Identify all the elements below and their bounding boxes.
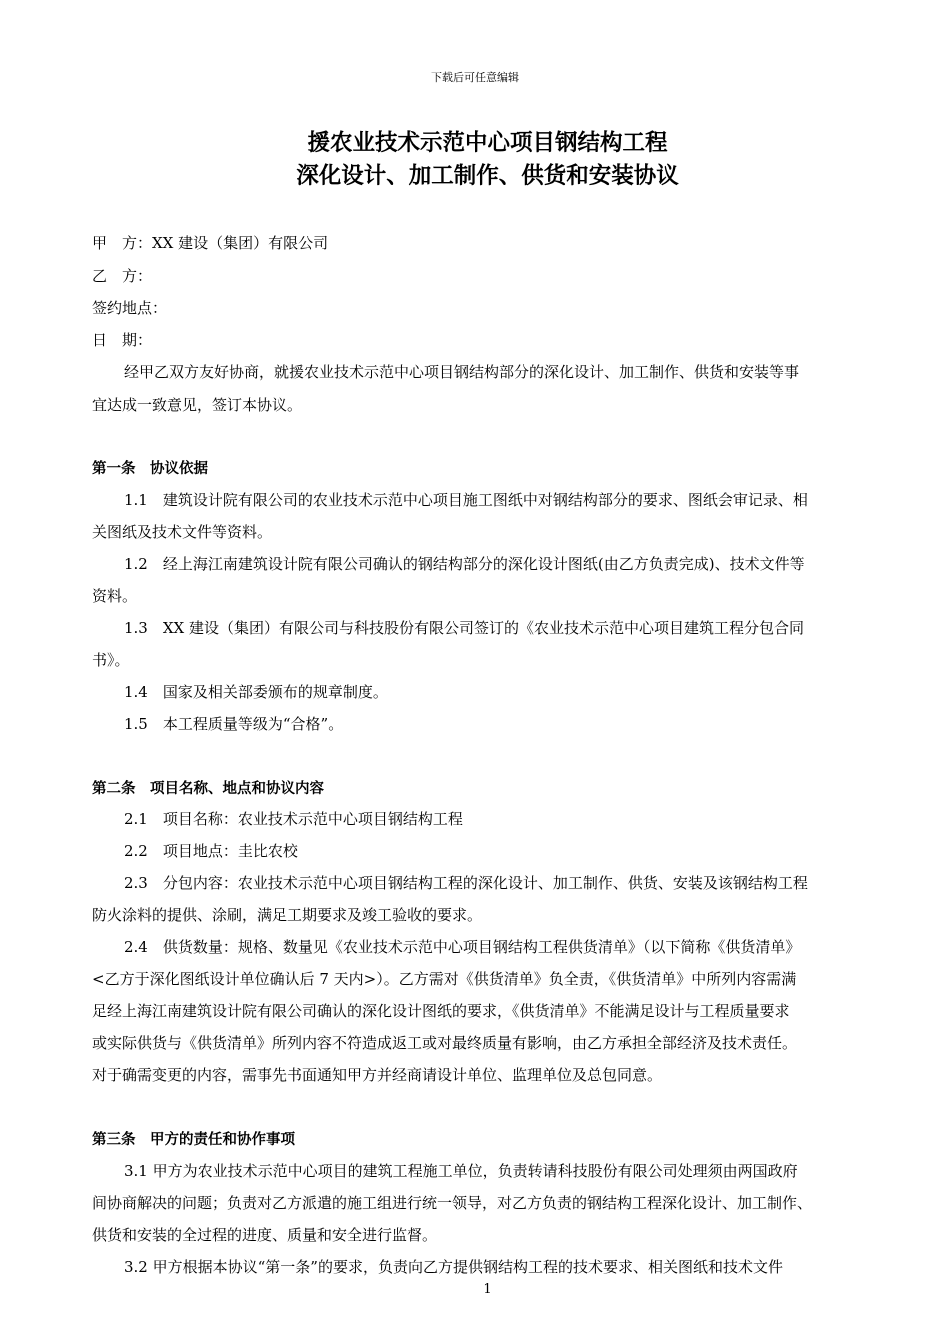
intro-line: 经甲乙双方友好协商，就援农业技术示范中心项目钢结构部分的深化设计、加工制作、供货和安装等事 (124, 363, 800, 381)
article-2-line: 2.3 分包内容：农业技术示范中心项目钢结构工程的深化设计、加工制作、供货、安装及该钢结构工程 (124, 874, 808, 892)
article-1-line: 1.1 建筑设计院有限公司的农业技术示范中心项目施工图纸中对钢结构部分的要求、图纸会审记录、相 (124, 491, 808, 509)
article-3-line: 供货和安装的全过程的进度、质量和安全进行监督。 (92, 1226, 438, 1244)
article-1-line: 1.2 经上海江南建筑设计院有限公司确认的钢结构部分的深化设计图纸(由乙方负责完成)、技术文件等 (124, 555, 805, 573)
article-2-line: 防火涂料的提供、涂刷，满足工期要求及竣工验收的要求。 (92, 906, 483, 924)
article-2-line: 2.2 项目地点：圭比农校 (124, 842, 298, 860)
article-3-line: 3.2 甲方根据本协议“第一条”的要求，负责向乙方提供钢结构工程的技术要求、相关图纸和技术文件 (124, 1258, 783, 1276)
article-1-line: 1.4 国家及相关部委颁布的规章制度。 (124, 683, 388, 701)
article-2-line: 对于确需变更的内容，需事先书面通知甲方并经商请设计单位、监理单位及总包同意。 (92, 1066, 663, 1084)
article-2-heading: 第二条 项目名称、地点和协议内容 (92, 781, 324, 797)
page-number: 1 (483, 1282, 492, 1297)
article-2-line: 2.1 项目名称：农业技术示范中心项目钢结构工程 (124, 810, 463, 828)
document-title (0, 127, 950, 193)
article-1-line: 1.3 XX 建设（集团）有限公司与科技股份有限公司签订的《农业技术示范中心项目建筑工程分包合同 (124, 619, 804, 637)
article-2-line: <乙方于深化图纸设计单位确认后 7 天内>）。乙方需对《供货清单》负全责，《供货清单》中所列内容需满 (92, 970, 797, 988)
signing-place: 签约地点： (92, 299, 168, 317)
page-header: 下载后可任意编辑 (431, 71, 519, 84)
title-line-1: 援农业技术示范中心项目钢结构工程 (307, 130, 668, 156)
article-1-heading: 第一条 协议依据 (92, 461, 208, 477)
article-2-line: 或实际供货与《供货清单》所列内容不符造成返工或对最终质量有影响，由乙方承担全部经济及技术责任。 (92, 1034, 798, 1052)
article-1-line: 1.5 本工程质量等级为“合格”。 (124, 715, 344, 733)
article-2-line: 2.4 供货数量：规格、数量见《农业技术示范中心项目钢结构工程供货清单》（以下简称《供货清单》 (124, 938, 801, 956)
article-3-line: 3.1 甲方为农业技术示范中心项目的建筑工程施工单位，负责转请科技股份有限公司处理须由两国政府 (124, 1162, 798, 1180)
article-1-line: 关图纸及技术文件等资料。 (92, 523, 273, 541)
signing-date: 日 期： (92, 331, 153, 349)
article-1-line: 书》。 (92, 651, 130, 669)
article-3-line: 间协商解决的问题；负责对乙方派遣的施工组进行统一领导，对乙方负责的钢结构工程深化设计、加工制作、 (92, 1194, 813, 1212)
title-line-2: 深化设计、加工制作、供货和安装协议 (296, 163, 679, 189)
article-1-line: 资料。 (92, 587, 138, 605)
article-3-heading: 第三条 甲方的责任和协作事项 (92, 1132, 295, 1148)
article-2-line: 足经上海江南建筑设计院有限公司确认的深化设计图纸的要求，《供货清单》不能满足设计与工程质量要求 (92, 1002, 790, 1020)
party-b: 乙 方： (92, 267, 153, 285)
intro-line: 宜达成一致意见，签订本协议。 (92, 396, 303, 414)
party-a: 甲 方：XX 建设（集团）有限公司 (92, 234, 329, 252)
